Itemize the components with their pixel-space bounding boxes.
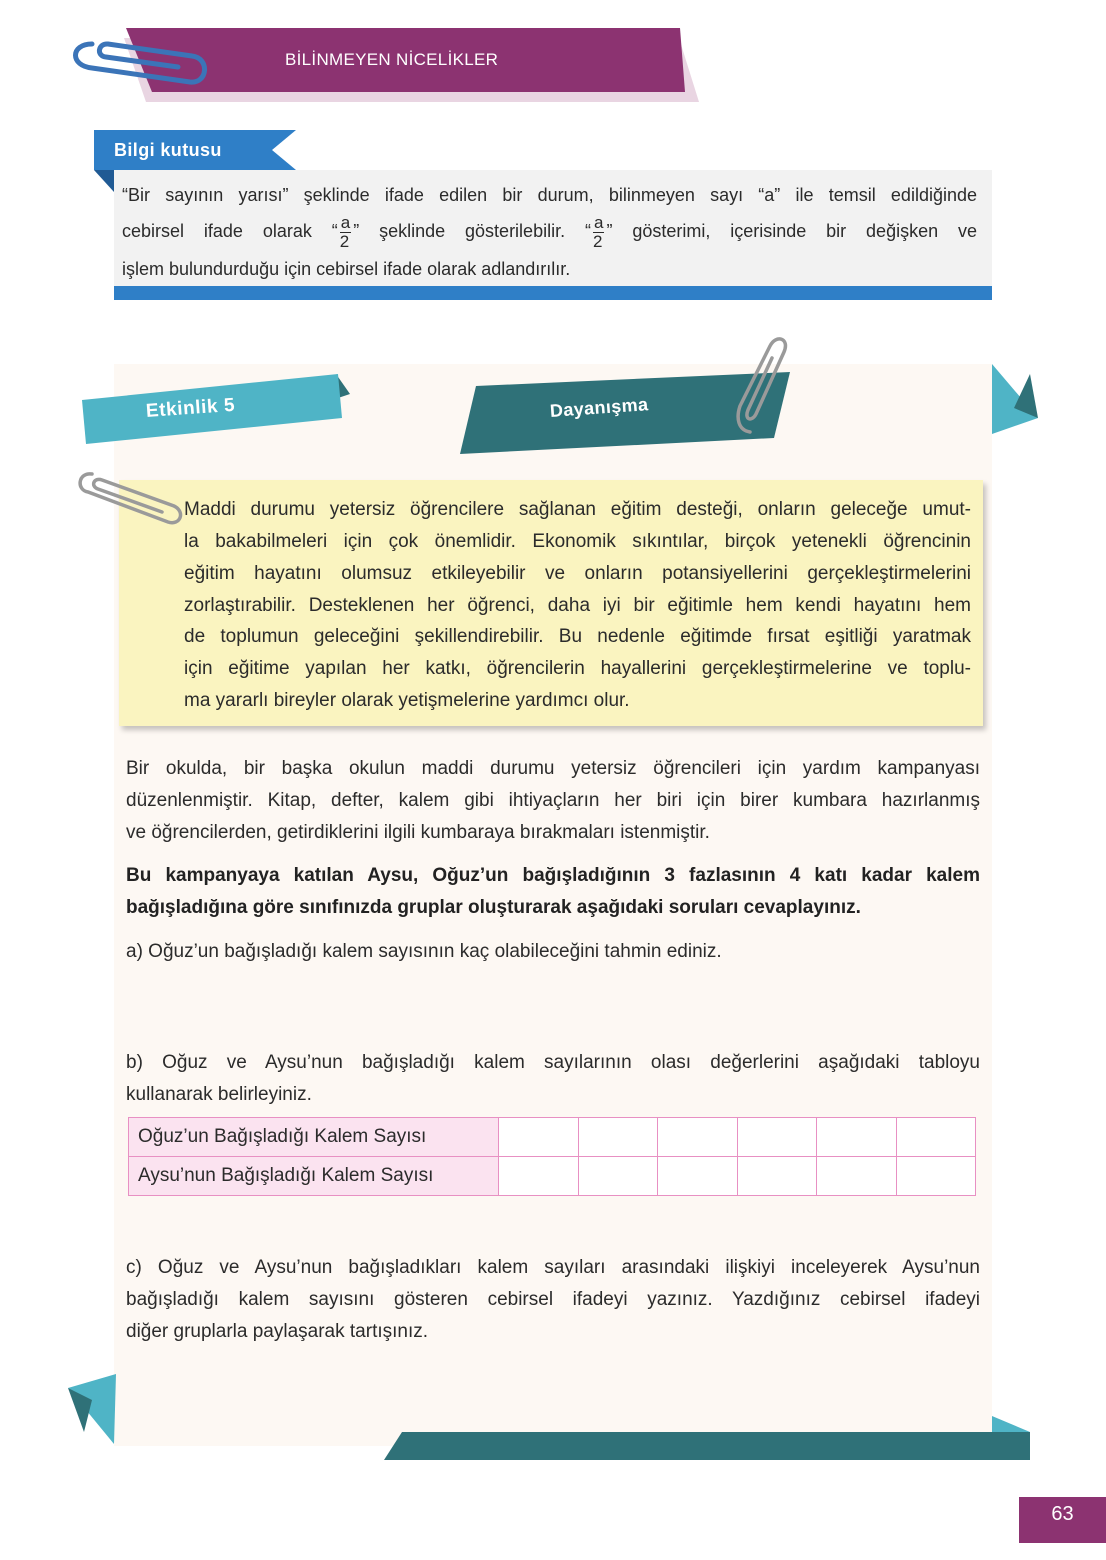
table-cell[interactable] [817,1118,897,1157]
page-number: 63 [1051,1503,1074,1525]
table-cell[interactable] [737,1157,817,1196]
table-cell[interactable] [896,1118,976,1157]
table-cell[interactable] [578,1157,658,1196]
table-row [129,1157,976,1196]
fraction-numerator: a [593,212,604,232]
table-cell[interactable] [737,1118,817,1157]
info-text-segment: cebirsel ifade olarak “ [122,221,338,241]
table-cell[interactable] [896,1157,976,1196]
note-line: de toplumun geleceğini şekillendirebilir. Bu nedenle eğitimde fırsat eşitliği yaratmak [184,626,971,647]
info-text-segment: ” gösterimi, içerisinde bir değişken ve [606,221,977,241]
table-cell[interactable] [817,1157,897,1196]
note-line: zorlaştırabilir. Desteklenen her öğrenci, daha iyi bir eğitimle hem kendi hayatını hem [184,595,971,616]
info-box-underline [114,286,992,300]
kalem-table [128,1117,976,1196]
fraction-numerator: a [340,212,351,232]
info-text-line-2 [122,211,977,251]
question-c-line: c) Oğuz ve Aysu’nun bağışladıkları kalem sayıları arasındaki ilişkiyi inceleyerek Aysu’nun [126,1257,980,1278]
question-c-line: bağışladığı kalem sayısını gösteren cebirsel ifadeyi yazınız. Yazdığınız cebirsel ifadeyi [126,1289,980,1310]
question-b-line: kullanarak belirleyiniz. [126,1084,312,1105]
table-row-label: Oğuz’un Bağışladığı Kalem Sayısı [129,1118,499,1157]
activity-label: Etkinlik 5 [145,394,236,422]
fraction-a-over-2 [340,214,351,251]
fraction-denominator: 2 [339,231,350,251]
intro-line: ve öğrencilerden, getirdiklerini ilgili kumbaraya bırakmaları istenmiştir. [126,822,710,843]
note-line: ma yararlı bireyler olarak yetişmelerine yardımcı olur. [184,690,630,711]
fraction-a-over-2 [593,214,604,251]
question-c-line: diğer gruplarla paylaşarak tartışınız. [126,1321,429,1342]
note-line: la bakabilmeleri için çok önemlidir. Ekonomik sıkıntılar, birçok yetenekli öğrencinin [184,531,971,552]
note-line: için eğitime yapılan her katkı, öğrencilerin hayallerini gerçekleştirmelerine ve toplu- [184,658,971,679]
intro-line: Bir okulda, bir başka okulun maddi durumu yetersiz öğrencileri için yardım kampanyası [126,758,980,779]
fraction-denominator: 2 [592,231,603,251]
task-line: bağışladığına göre sınıfınızda gruplar oluşturarak aşağıdaki soruları cevaplayınız. [126,897,861,918]
table-cell[interactable] [658,1118,738,1157]
corner-fold-bottom-left [62,1368,122,1448]
intro-line: düzenlenmiştir. Kitap, defter, kalem gibi ihtiyaçların her biri için birer kumbara hazırlanmış [126,790,980,811]
info-text-segment: ” şeklinde gösterilebilir. “ [353,221,591,241]
question-b-line: b) Oğuz ve Aysu’nun bağışladığı kalem sayılarının olası değerlerini aşağıdaki tabloyu [126,1052,980,1073]
info-box-label: Bilgi kutusu [114,140,222,160]
header-title: BİLİNMEYEN NİCELİKLER [285,50,499,69]
table-row [129,1118,976,1157]
info-text-line-3: işlem bulundurduğu için cebirsel ifade olarak adlandırılır. [122,259,571,279]
bottom-ribbon [380,1414,1035,1464]
table-cell[interactable] [499,1157,579,1196]
corner-fold-top-right [990,364,1040,450]
note-line: eğitim hayatını olumsuz etkileyebilir ve onların potansiyellerini gerçekleştirmelerini [184,563,971,584]
table-row-label: Aysu’nun Bağışladığı Kalem Sayısı [129,1157,499,1196]
paperclip-icon [74,466,186,536]
info-text-line-1: “Bir sayının yarısı” şeklinde ifade edilen bir durum, bilinmeyen sayı “a” ile temsil edildiğinde [122,185,977,205]
note-line: Maddi durumu yetersiz öğrencilere sağlanan eğitim desteği, onların geleceğe umut- [184,499,971,520]
question-a: a) Oğuz’un bağışladığı kalem sayısının kaç olabileceğini tahmin ediniz. [126,941,722,962]
activity-theme: Dayanışma [549,394,650,421]
table-cell[interactable] [499,1118,579,1157]
task-line: Bu kampanyaya katılan Aysu, Oğuz’un bağışladığının 3 fazlasının 4 katı kadar kalem [126,865,980,886]
table-cell[interactable] [578,1118,658,1157]
paperclip-icon [730,332,790,442]
table-cell[interactable] [658,1157,738,1196]
